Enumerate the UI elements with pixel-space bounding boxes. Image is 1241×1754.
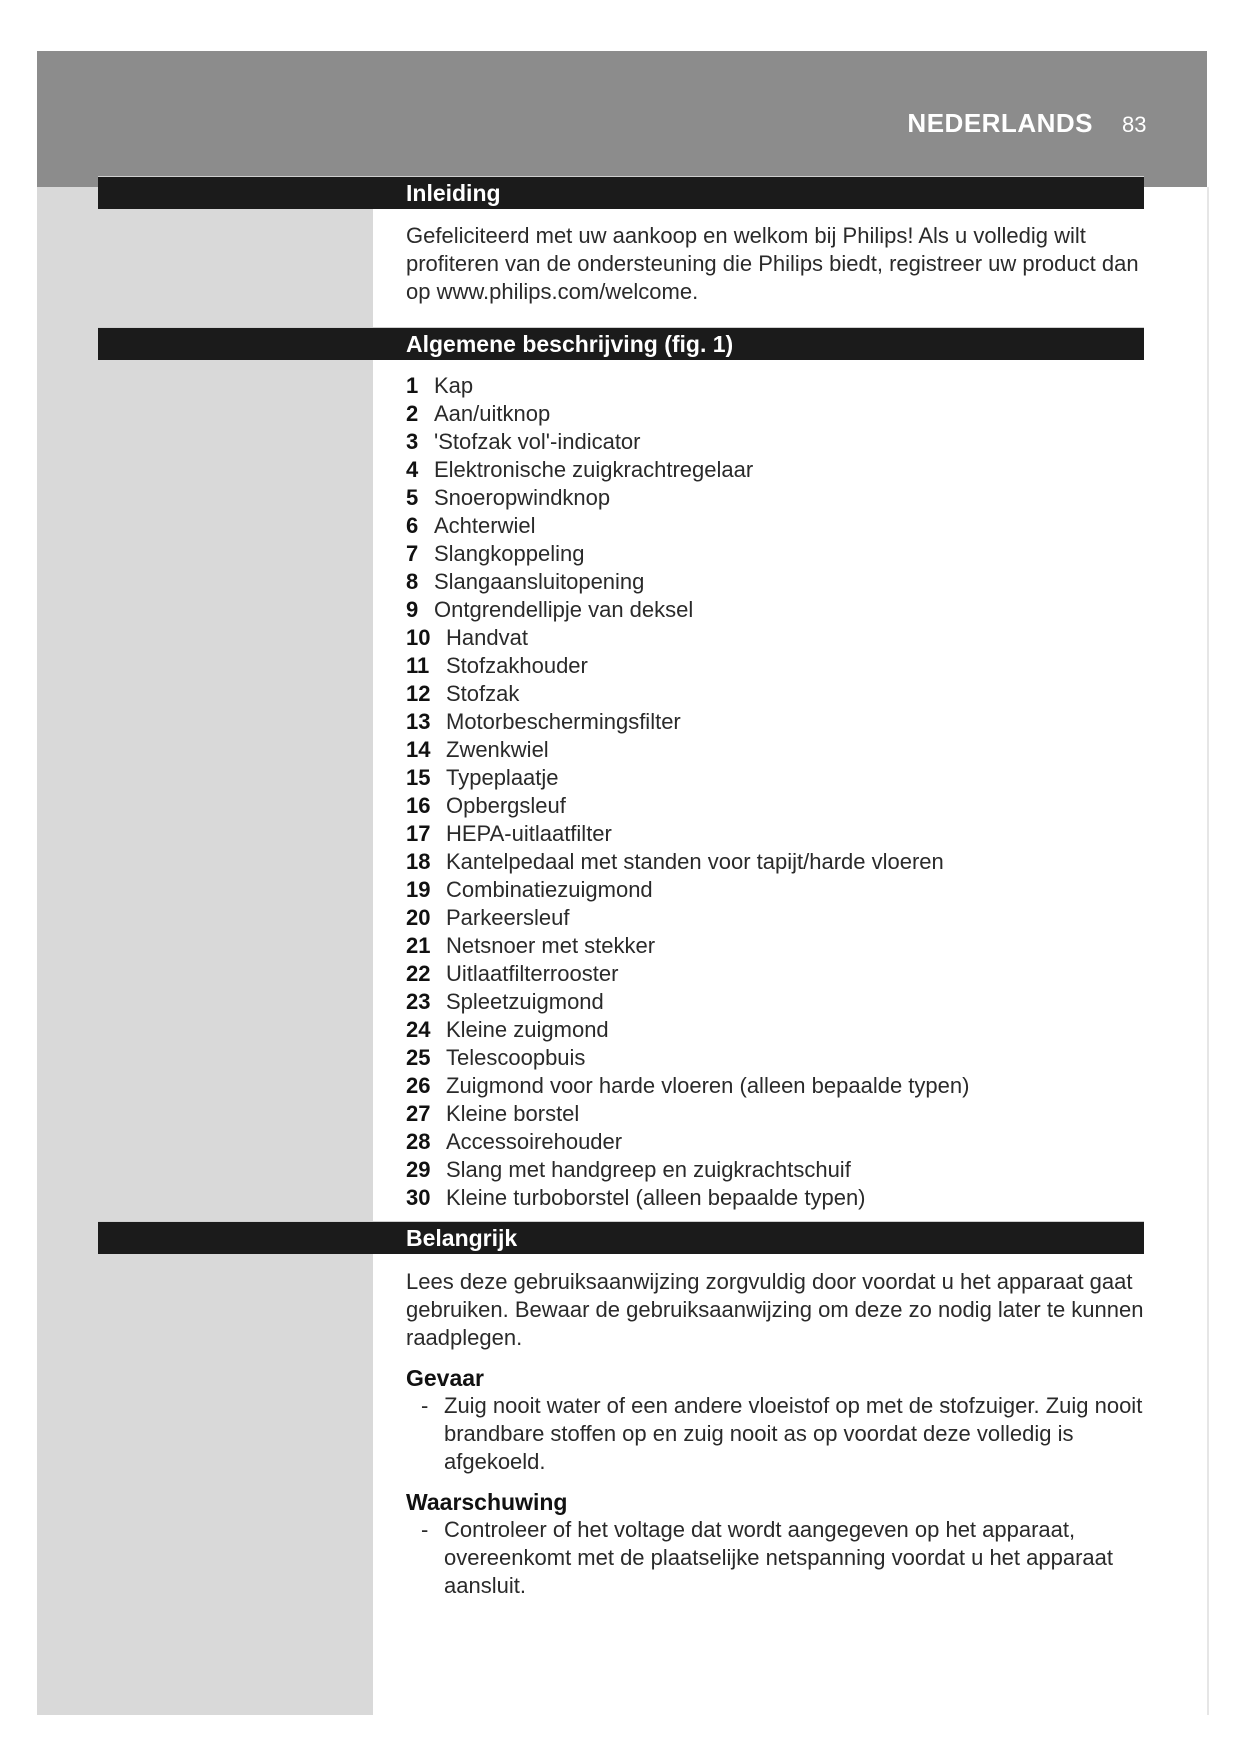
part-label: Opbergsleuf: [446, 793, 566, 818]
part-item: [406, 960, 1146, 988]
part-number: 7: [406, 541, 419, 566]
part-label: Netsnoer met stekker: [446, 933, 656, 958]
part-number: 16: [406, 793, 431, 818]
part-label: Zwenkwiel: [446, 737, 549, 762]
part-label: Slangkoppeling: [434, 541, 585, 566]
part-number: 4: [406, 457, 419, 482]
part-number: 21: [406, 933, 431, 958]
warning-heading: Waarschuwing: [406, 1489, 568, 1515]
part-label: Stofzakhouder: [446, 653, 588, 678]
part-number: 17: [406, 821, 431, 846]
part-label: Kap: [434, 373, 474, 398]
part-item: [406, 680, 1146, 708]
part-number: 9: [406, 597, 419, 622]
part-number: 15: [406, 765, 431, 790]
part-label: HEPA-uitlaatfilter: [446, 821, 612, 846]
part-number: 26: [406, 1073, 431, 1098]
part-item: [406, 540, 1146, 568]
part-label: Slang met handgreep en zuigkrachtschuif: [446, 1157, 851, 1182]
parts-block: [406, 372, 1146, 1212]
part-item: [406, 848, 1146, 876]
part-label: 'Stofzak vol'-indicator: [434, 429, 641, 454]
part-number: 30: [406, 1185, 431, 1210]
part-item: [406, 1016, 1146, 1044]
part-number: 6: [406, 513, 419, 538]
part-item: [406, 568, 1146, 596]
part-item: [406, 624, 1146, 652]
section-title: Algemene beschrijving (fig. 1): [406, 331, 734, 357]
part-item: [406, 400, 1146, 428]
part-item: [406, 372, 1146, 400]
part-label: Kantelpedaal met standen voor tapijt/harde vloeren: [446, 849, 944, 874]
part-label: Accessoirehouder: [446, 1129, 623, 1154]
part-label: Slangaansluitopening: [434, 569, 645, 594]
part-item: [406, 932, 1146, 960]
part-number: 12: [406, 681, 431, 706]
part-item: [406, 1156, 1146, 1184]
part-number: 20: [406, 905, 431, 930]
section-title: Belangrijk: [406, 1225, 518, 1251]
section-title: Inleiding: [406, 180, 501, 206]
part-item: [406, 876, 1146, 904]
danger-bullet: [406, 1392, 1146, 1476]
bullet-marker: -: [421, 1517, 429, 1542]
part-label: Kleine zuigmond: [446, 1017, 609, 1042]
important-paragraph: Lees deze gebruiksaanwijzing zorgvuldig door voordat u het apparaat gaat gebruiken. Bewaar de gebruiksaanwijzing om deze zo nodig later te kunnen raadplegen.: [406, 1269, 1144, 1350]
part-item: [406, 596, 1146, 624]
part-item: [406, 736, 1146, 764]
part-item: [406, 708, 1146, 736]
part-number: 3: [406, 429, 419, 454]
part-number: 8: [406, 569, 419, 594]
part-label: Kleine turboborstel (alleen bepaalde typen): [446, 1185, 866, 1210]
part-number: 11: [406, 653, 430, 678]
part-label: Achterwiel: [434, 513, 536, 538]
intro-block: [406, 222, 1146, 306]
part-item: [406, 484, 1146, 512]
important-block: [406, 1268, 1146, 1600]
part-label: Ontgrendellipje van deksel: [434, 597, 694, 622]
part-number: 23: [406, 989, 431, 1014]
part-number: 29: [406, 1157, 431, 1182]
section-header-important: [98, 1221, 1144, 1254]
part-number: 5: [406, 485, 419, 510]
part-item: [406, 1128, 1146, 1156]
part-label: Uitlaatfilterrooster: [446, 961, 619, 986]
warning-bullet: [406, 1516, 1146, 1600]
part-item: [406, 456, 1146, 484]
part-label: Kleine borstel: [446, 1101, 580, 1126]
header-language: NEDERLANDS: [907, 108, 1093, 138]
part-label: Combinatiezuigmond: [446, 877, 653, 902]
page-number: 83: [1122, 112, 1147, 137]
part-label: Snoeropwindknop: [434, 485, 611, 510]
part-item: [406, 1100, 1146, 1128]
part-label: Typeplaatje: [446, 765, 559, 790]
part-number: 28: [406, 1129, 431, 1154]
part-item: [406, 904, 1146, 932]
bullet-marker: -: [421, 1393, 429, 1418]
part-item: [406, 652, 1146, 680]
part-number: 25: [406, 1045, 431, 1070]
part-label: Aan/uitknop: [434, 401, 551, 426]
part-item: [406, 428, 1146, 456]
part-number: 13: [406, 709, 431, 734]
intro-paragraph: Gefeliciteerd met uw aankoop en welkom bij Philips! Als u volledig wilt profiteren van de ondersteuning die Philips biedt, registreer uw product dan op www.philips.com/welcome.: [406, 223, 1139, 304]
part-number: 14: [406, 737, 431, 762]
part-number: 10: [406, 625, 431, 650]
part-number: 22: [406, 961, 431, 986]
section-header-inleiding: [98, 176, 1144, 209]
right-margin-rule: [1207, 187, 1209, 1715]
part-number: 2: [406, 401, 419, 426]
part-label: Spleetzuigmond: [446, 989, 604, 1014]
part-item: [406, 1044, 1146, 1072]
warning-text: Controleer of het voltage dat wordt aangegeven op het apparaat, overeenkomt met de plaatselijke netspanning voordat u het apparaat aansluit.: [444, 1517, 1113, 1598]
part-item: [406, 820, 1146, 848]
part-number: 1: [406, 373, 419, 398]
part-item: [406, 792, 1146, 820]
parts-list: [406, 372, 1146, 1212]
part-item: [406, 512, 1146, 540]
danger-heading: Gevaar: [406, 1365, 485, 1391]
part-number: 24: [406, 1017, 431, 1042]
part-label: Parkeersleuf: [446, 905, 570, 930]
part-item: [406, 1184, 1146, 1212]
part-number: 18: [406, 849, 431, 874]
part-label: Elektronische zuigkrachtregelaar: [434, 457, 754, 482]
danger-text: Zuig nooit water of een andere vloeistof op met de stofzuiger. Zuig nooit brandbare stoffen op en zuig nooit as op voordat deze volledig is afgekoeld.: [444, 1393, 1143, 1474]
part-label: Motorbeschermingsfilter: [446, 709, 681, 734]
part-number: 27: [406, 1101, 431, 1126]
part-label: Zuigmond voor harde vloeren (alleen bepaalde typen): [446, 1073, 970, 1098]
part-label: Stofzak: [446, 681, 520, 706]
part-label: Handvat: [446, 625, 528, 650]
part-item: [406, 764, 1146, 792]
part-label: Telescoopbuis: [446, 1045, 586, 1070]
section-header-description: [98, 327, 1144, 360]
left-margin-band: [37, 187, 373, 1715]
part-item: [406, 988, 1146, 1016]
part-number: 19: [406, 877, 431, 902]
part-item: [406, 1072, 1146, 1100]
